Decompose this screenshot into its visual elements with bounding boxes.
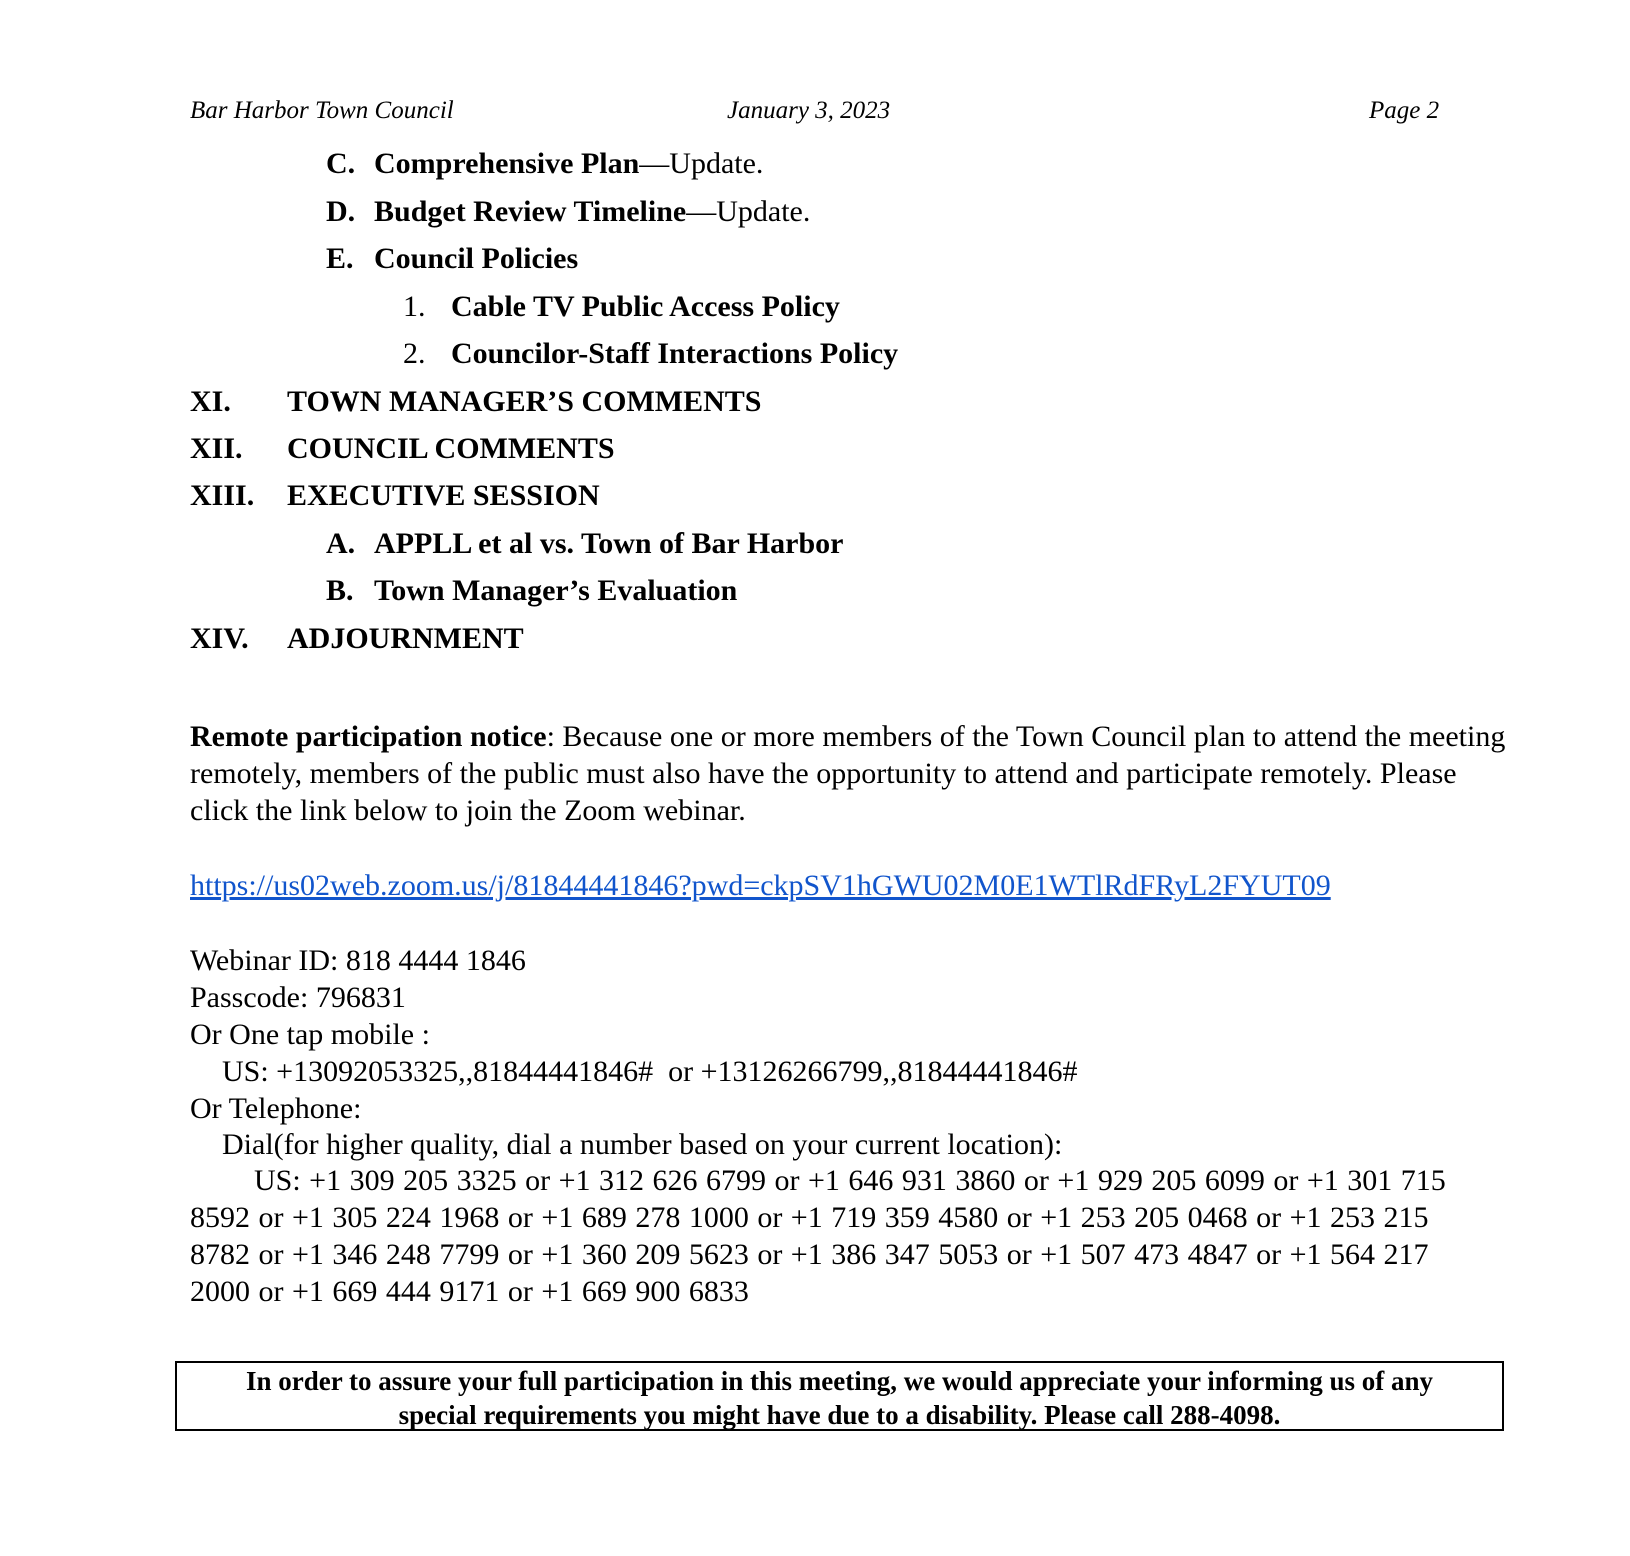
webinar-id: Webinar ID: 818 4444 1846 xyxy=(190,944,526,977)
agenda-letter: E. xyxy=(326,242,354,275)
agenda-suffix: —Update. xyxy=(639,147,764,180)
agenda-title: Councilor-Staff Interactions Policy xyxy=(451,337,899,370)
agenda-suffix: —Update. xyxy=(686,195,811,228)
agenda-item-c xyxy=(326,146,763,182)
agenda-item-xiii-a xyxy=(326,526,843,562)
agenda-number: 1. xyxy=(403,290,426,323)
disability-notice-line-1: In order to assure your full participation in this meeting, we would appreciate your informing us of any xyxy=(245,1366,1434,1396)
webinar-passcode: Passcode: 796831 xyxy=(190,981,406,1014)
section-numeral: XIII. xyxy=(190,479,255,512)
dial-note: Dial(for higher quality, dial a number based on your current location): xyxy=(222,1128,1063,1161)
agenda-title: APPLL et al vs. Town of Bar Harbor xyxy=(374,527,844,560)
agenda-title: Budget Review Timeline xyxy=(374,195,687,228)
one-tap-label: Or One tap mobile : xyxy=(190,1018,430,1051)
section-title: EXECUTIVE SESSION xyxy=(287,479,600,512)
section-title: TOWN MANAGER’S COMMENTS xyxy=(287,385,762,418)
telephone-label: Or Telephone: xyxy=(190,1092,362,1125)
agenda-letter: C. xyxy=(326,147,356,180)
dial-numbers: US: +1 309 205 3325 or +1 312 626 6799 or +1 646 931 3860 or +1 929 205 6099 or +1 301 715 8592 or +1 305 224 1968 or +1 689 278 1000 or +1 719 359 4580 or +1 253 205 0468 or +1 253 215 8782 or +1 346 248 7799 or +1 360 209 5623 or +1 386 347 5053 or +1 507 473 4847 or +1 564 217 2000 or +1 669 444 9171 or +1 669 900 6833 xyxy=(190,1164,1446,1308)
agenda-item-xiii-b xyxy=(326,573,737,609)
agenda-letter: A. xyxy=(326,527,356,560)
disability-notice-box xyxy=(175,1361,1504,1431)
agenda-section-xi xyxy=(190,384,761,420)
agenda-title: Cable TV Public Access Policy xyxy=(451,290,840,323)
section-numeral: XII. xyxy=(190,432,243,465)
zoom-webinar-link[interactable]: https://us02web.zoom.us/j/81844441846?pwd=ckpSV1hGWU02M0E1WTlRdFRyL2FYUT09 xyxy=(190,869,1331,902)
section-numeral: XIV. xyxy=(190,622,249,655)
agenda-section-xiv xyxy=(190,621,524,657)
agenda-item-e xyxy=(326,241,578,277)
header-org: Bar Harbor Town Council xyxy=(190,97,454,124)
agenda-number: 2. xyxy=(403,337,426,370)
section-numeral: XI. xyxy=(190,385,231,418)
disability-notice-line-2: special requirements you might have due to a disability. Please call 288-4098. xyxy=(398,1400,1281,1430)
agenda-item-d xyxy=(326,194,810,230)
agenda-section-xii xyxy=(190,431,615,467)
remote-participation-notice xyxy=(190,718,1520,829)
section-title: COUNCIL COMMENTS xyxy=(287,432,615,465)
agenda-letter: D. xyxy=(326,195,356,228)
agenda-item-e2 xyxy=(403,336,898,372)
remote-notice-label: Remote participation notice xyxy=(190,720,547,753)
agenda-title: Town Manager’s Evaluation xyxy=(374,574,738,607)
agenda-letter: B. xyxy=(326,574,354,607)
section-title: ADJOURNMENT xyxy=(287,622,524,655)
header-page: Page 2 xyxy=(1369,97,1440,124)
agenda-item-e1 xyxy=(403,289,840,325)
agenda-section-xiii xyxy=(190,478,600,514)
one-tap-numbers: US: +13092053325,,81844441846# or +13126266799,,81844441846# xyxy=(222,1055,1078,1088)
agenda-title: Comprehensive Plan xyxy=(374,147,640,180)
agenda-title: Council Policies xyxy=(374,242,579,275)
header-date: January 3, 2023 xyxy=(727,97,891,124)
remote-notice-text: : Because one or more members of the Town Council plan to attend the meeting remotely, members of the public must also have the opportunity to attend and participate remotely. Please click the link below to join the Zoom webinar. xyxy=(190,720,1506,827)
